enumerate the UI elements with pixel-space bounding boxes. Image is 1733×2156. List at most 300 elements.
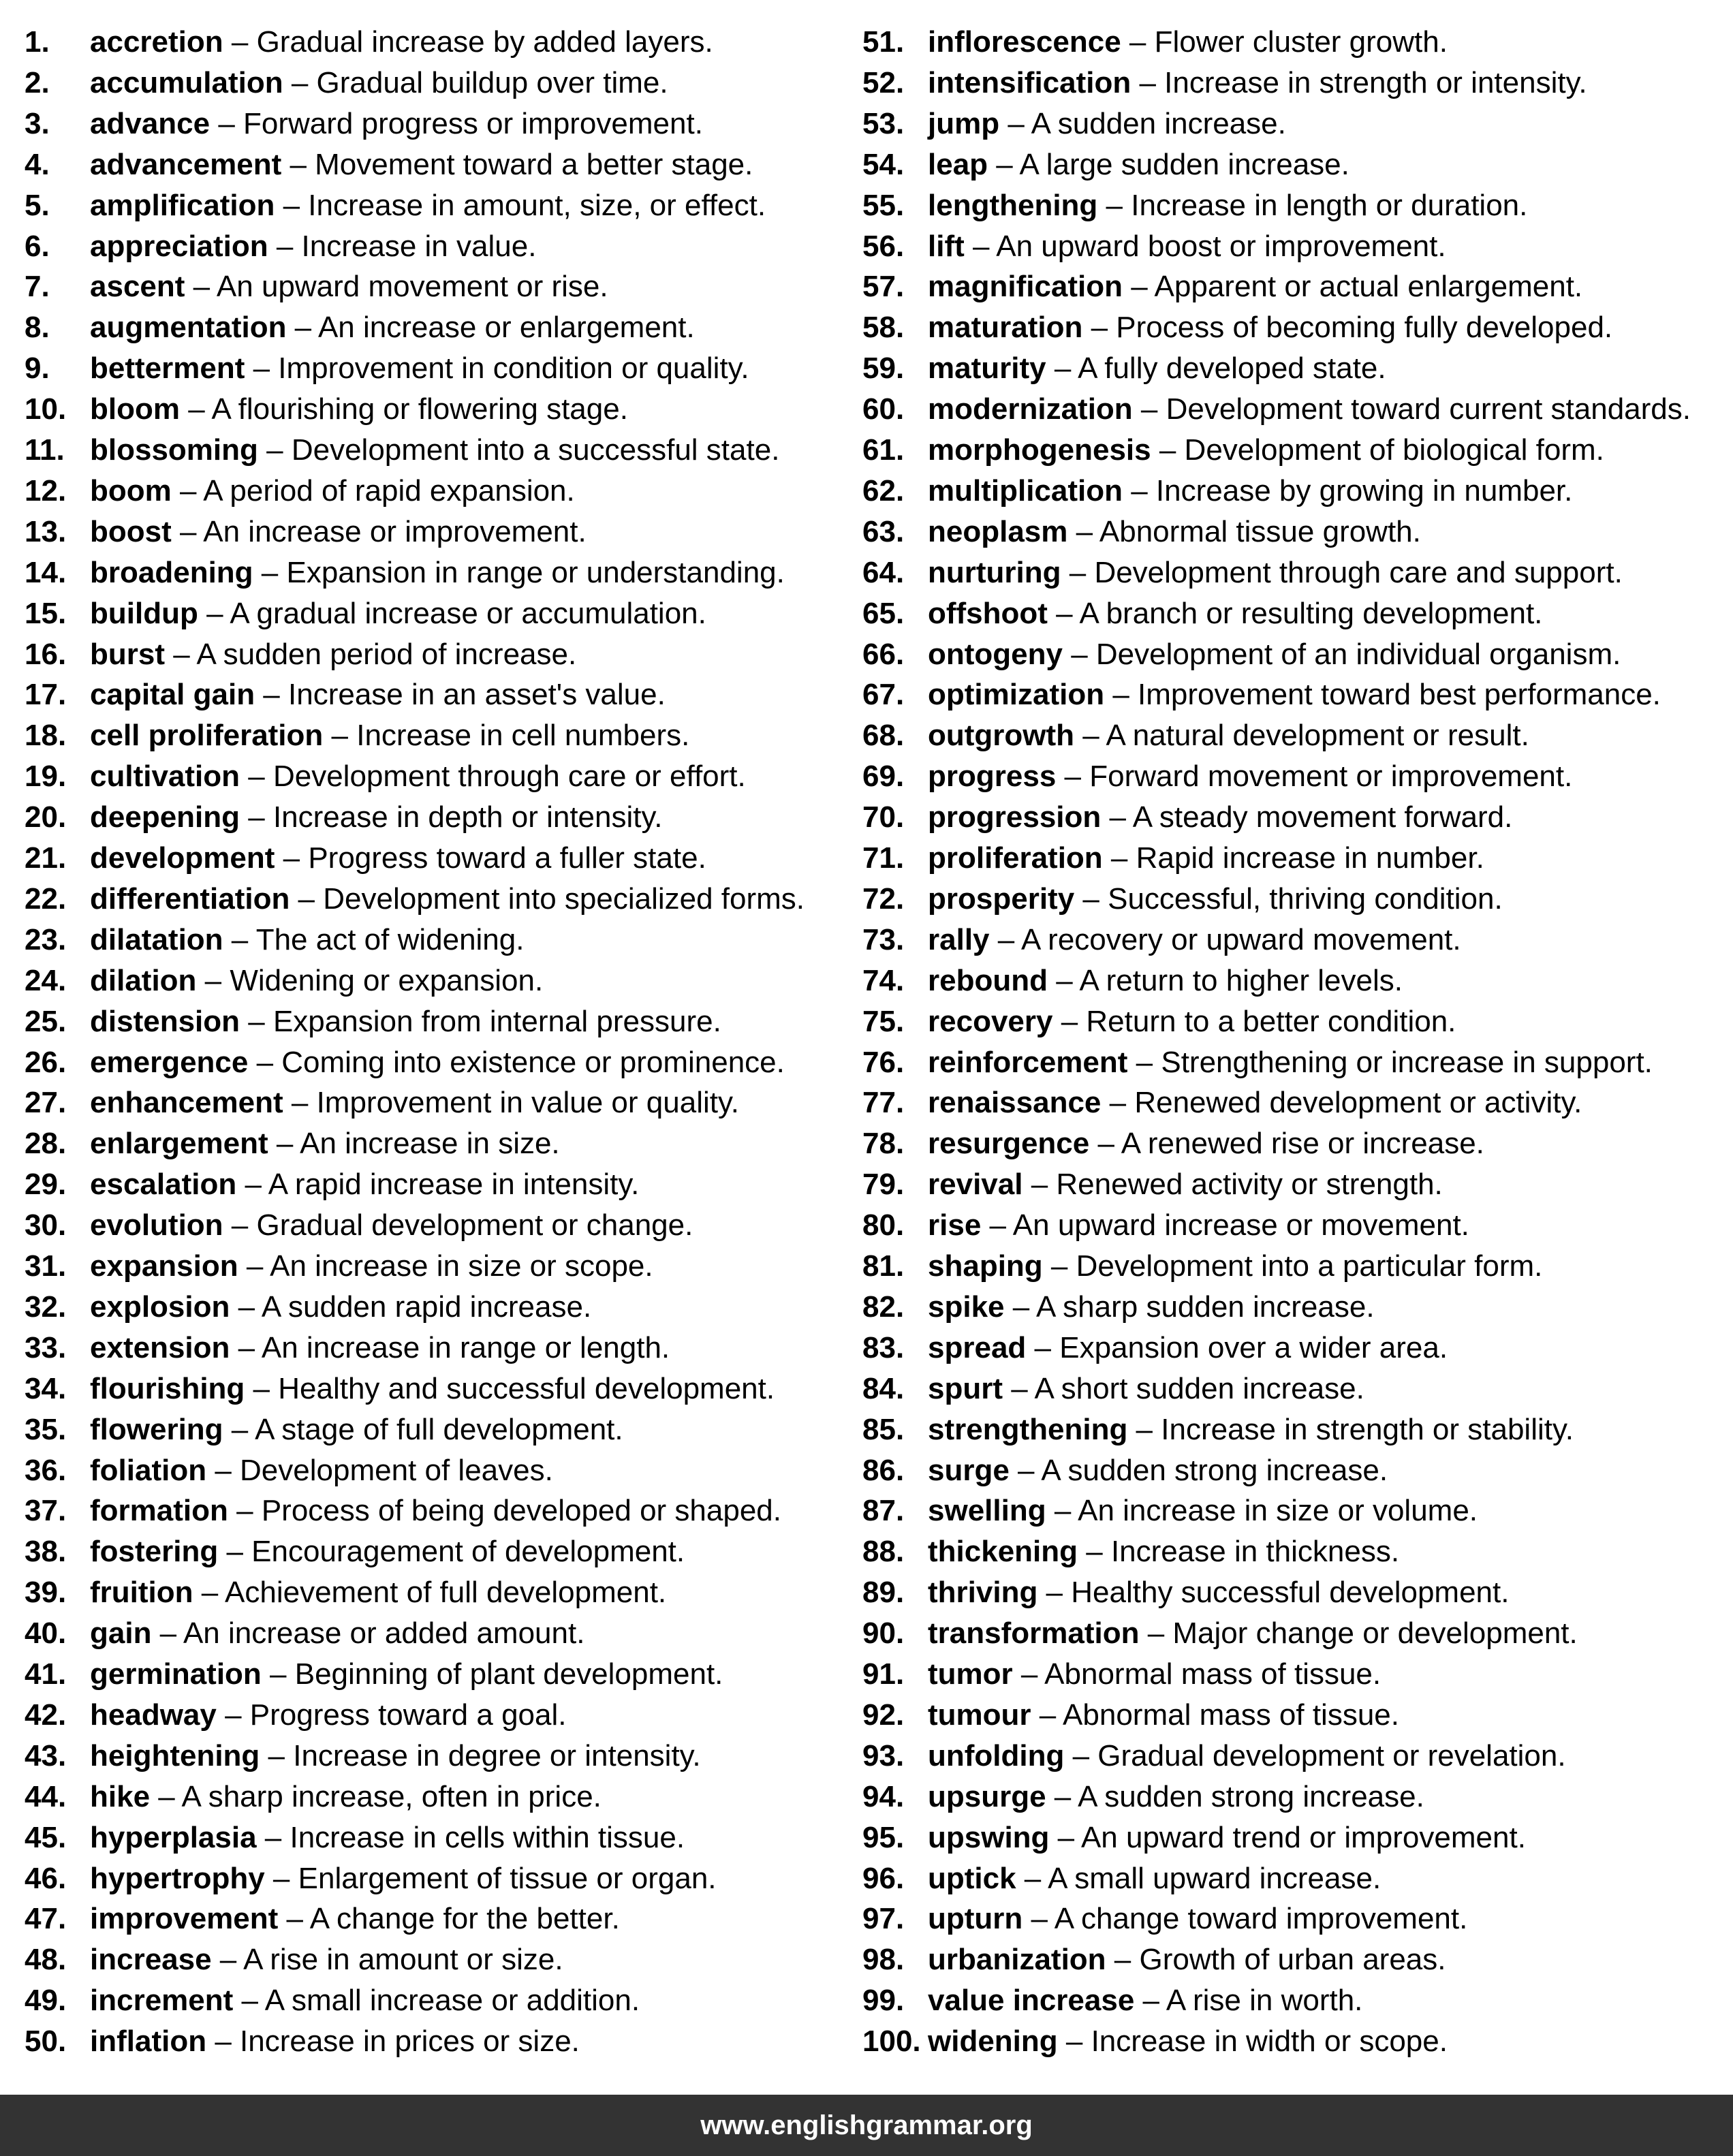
item-separator: – [1139, 1616, 1173, 1651]
item-number: 44. [25, 1779, 67, 1813]
item-number: 72. [862, 881, 905, 916]
item-separator: – [989, 922, 1022, 956]
item-number: 33. [25, 1330, 67, 1364]
item-separator: – [1046, 1779, 1078, 1813]
item-term: jump [928, 106, 1000, 140]
item-term: capital gain [90, 678, 255, 712]
item-separator: – [206, 2025, 240, 2059]
item-separator: – [1047, 963, 1080, 997]
item-separator: – [1022, 1902, 1055, 1936]
item-term: accretion [90, 25, 223, 59]
item-separator: – [1104, 678, 1138, 712]
item-definition: Improvement toward best performance. [1138, 678, 1661, 712]
item-entry [90, 593, 706, 634]
item-term: optimization [928, 678, 1105, 712]
item-number: 55. [862, 188, 905, 222]
item-separator: – [1074, 881, 1108, 916]
item-entry [928, 1246, 1542, 1287]
item-number: 84. [862, 1371, 905, 1405]
item-definition: A change for the better. [309, 1902, 620, 1936]
item-term: lift [928, 229, 965, 263]
item-entry [928, 63, 1587, 104]
item-separator: – [1052, 1004, 1087, 1038]
item-entry [90, 1980, 640, 2021]
item-separator: – [286, 311, 318, 345]
item-entry [928, 1042, 1653, 1083]
item-separator: – [223, 25, 257, 59]
item-separator: – [253, 555, 287, 589]
item-definition: Development toward current standards. [1166, 392, 1691, 426]
item-definition: A renewed rise or increase. [1121, 1127, 1484, 1161]
item-entry [90, 1205, 693, 1246]
item-number: 52. [862, 65, 905, 99]
item-entry [90, 1409, 623, 1450]
item-term: revival [928, 1168, 1023, 1202]
item-separator: – [223, 1412, 255, 1446]
item-term: enlargement [90, 1127, 268, 1161]
item-definition: Development through care and support. [1094, 555, 1623, 589]
item-number: 66. [862, 637, 905, 671]
item-definition: A sudden strong increase. [1078, 1779, 1424, 1813]
item-number: 60. [862, 392, 905, 426]
item-term: headway [90, 1698, 217, 1732]
item-term: cultivation [90, 760, 240, 794]
item-number: 37. [25, 1494, 67, 1528]
item-definition: An upward movement or rise. [216, 270, 608, 304]
item-entry [90, 1572, 666, 1613]
item-definition: Increase in prices or size. [240, 2025, 580, 2059]
item-number: 40. [25, 1616, 67, 1651]
item-separator: – [290, 881, 324, 916]
item-separator: – [185, 270, 217, 304]
item-number: 75. [862, 1004, 905, 1038]
item-definition: An increase in size. [300, 1127, 560, 1161]
item-definition: Increase in thickness. [1110, 1535, 1400, 1569]
item-separator: – [1127, 1412, 1161, 1446]
item-term: recovery [928, 1004, 1053, 1038]
item-definition: Rapid increase in number. [1136, 841, 1484, 875]
item-term: heightening [90, 1738, 260, 1772]
item-term: emergence [90, 1045, 249, 1079]
item-number: 87. [862, 1494, 905, 1528]
item-term: shaping [928, 1249, 1043, 1283]
item-entry [90, 104, 703, 144]
item-entry [928, 1082, 1582, 1123]
item-entry [90, 1082, 739, 1123]
item-term: inflorescence [928, 25, 1121, 59]
item-term: ascent [90, 270, 185, 304]
item-term: hypertrophy [90, 1861, 265, 1895]
item-separator: – [210, 106, 244, 140]
item-number: 30. [25, 1208, 67, 1243]
item-separator: – [1102, 841, 1136, 875]
item-definition: Process of becoming fully developed. [1116, 311, 1613, 345]
item-separator: – [1064, 1738, 1098, 1772]
item-definition: A steady movement forward. [1132, 800, 1513, 834]
item-separator: – [1049, 1820, 1081, 1854]
item-term: swelling [928, 1494, 1046, 1528]
item-entry [928, 1531, 1399, 1572]
item-number: 64. [862, 555, 905, 589]
item-term: uptick [928, 1861, 1016, 1895]
item-number: 78. [862, 1127, 905, 1161]
item-entry [928, 512, 1421, 552]
item-number: 92. [862, 1698, 905, 1732]
item-definition: Forward movement or improvement. [1089, 760, 1573, 794]
item-entry [90, 185, 766, 226]
item-separator: – [238, 1249, 270, 1283]
item-definition: Development of leaves. [240, 1453, 553, 1487]
item-separator: – [1047, 596, 1080, 630]
item-term: boost [90, 514, 172, 548]
item-definition: Gradual buildup over time. [316, 65, 668, 99]
footer-banner [0, 2095, 1733, 2156]
item-term: burst [90, 637, 165, 671]
item-entry [90, 879, 805, 920]
item-separator: – [216, 1698, 250, 1732]
item-number: 19. [25, 760, 67, 794]
item-entry [90, 1001, 721, 1042]
item-number: 38. [25, 1535, 67, 1569]
item-definition: Major change or development. [1172, 1616, 1578, 1651]
item-number: 89. [862, 1576, 905, 1610]
item-number: 76. [862, 1045, 905, 1079]
item-term: outgrowth [928, 719, 1075, 753]
item-entry [90, 266, 608, 307]
item-separator: – [1026, 1330, 1060, 1364]
item-term: buildup [90, 596, 198, 630]
item-term: rally [928, 922, 990, 956]
item-separator: – [1016, 1861, 1048, 1895]
item-separator: – [1046, 1494, 1078, 1528]
item-term: formation [90, 1494, 228, 1528]
item-entry [928, 552, 1623, 593]
item-definition: Increase in cells within tissue. [290, 1820, 685, 1854]
item-entry [928, 226, 1446, 267]
item-term: extension [90, 1330, 230, 1364]
item-entry [928, 307, 1612, 348]
item-definition: A large sudden increase. [1019, 147, 1349, 181]
item-number: 96. [862, 1861, 905, 1895]
item-term: increment [90, 1984, 234, 2018]
item-number: 98. [862, 1943, 905, 1977]
item-separator: – [255, 678, 288, 712]
item-number: 83. [862, 1330, 905, 1364]
item-number: 35. [25, 1412, 67, 1446]
item-separator: – [206, 1453, 240, 1487]
item-number: 4. [25, 147, 50, 181]
item-number: 77. [862, 1086, 905, 1120]
item-entry [928, 1736, 1566, 1777]
item-entry [90, 552, 785, 593]
item-number: 14. [25, 555, 67, 589]
item-number: 21. [25, 841, 67, 875]
item-separator: – [245, 351, 279, 386]
item-number: 20. [25, 800, 67, 834]
item-definition: A rapid increase in intensity. [268, 1168, 640, 1202]
item-number: 25. [25, 1004, 67, 1038]
item-separator: – [198, 596, 230, 630]
item-term: amplification [90, 188, 275, 222]
item-definition: Beginning of plant development. [294, 1657, 723, 1691]
item-separator: – [193, 1576, 225, 1610]
item-definition: Development into specialized forms. [323, 881, 805, 916]
item-entry [90, 634, 576, 675]
item-definition: Increase in degree or intensity. [293, 1738, 701, 1772]
item-entry [90, 1654, 723, 1695]
item-definition: A sharp increase, often in price. [181, 1779, 602, 1813]
item-term: improvement [90, 1902, 279, 1936]
item-definition: A sudden period of increase. [196, 637, 577, 671]
item-entry [928, 1369, 1364, 1409]
item-definition: A short sudden increase. [1034, 1371, 1364, 1405]
item-definition: Renewed development or activity. [1134, 1086, 1582, 1120]
footer-url[interactable]: www.englishgrammar.org [700, 2110, 1033, 2140]
item-definition: Increase in strength or intensity. [1164, 65, 1587, 99]
item-definition: A small increase or addition. [264, 1984, 640, 2018]
item-entry [928, 1817, 1526, 1858]
item-entry [90, 512, 587, 552]
item-separator: – [179, 392, 212, 426]
item-separator: – [211, 1943, 244, 1977]
item-number: 79. [862, 1168, 905, 1202]
item-definition: Flower cluster growth. [1154, 25, 1448, 59]
item-definition: A stage of full development. [255, 1412, 623, 1446]
item-entry [928, 1164, 1443, 1205]
item-definition: Widening or expansion. [230, 963, 544, 997]
item-number: 42. [25, 1698, 67, 1732]
item-number: 8. [25, 311, 50, 345]
item-separator: – [218, 1535, 252, 1569]
item-number: 81. [862, 1249, 905, 1283]
item-number: 51. [862, 25, 905, 59]
item-number: 70. [862, 800, 905, 834]
item-number: 22. [25, 881, 67, 916]
item-definition: Increase in amount, size, or effect. [308, 188, 766, 222]
item-definition: Gradual development or change. [256, 1208, 693, 1243]
item-definition: Healthy and successful development. [278, 1371, 775, 1405]
item-number: 12. [25, 473, 67, 507]
item-definition: A sharp sudden increase. [1036, 1290, 1375, 1324]
item-definition: Enlargement of tissue or organ. [298, 1861, 717, 1895]
item-definition: A period of rapid expansion. [203, 473, 575, 507]
item-number: 32. [25, 1290, 67, 1324]
item-entry [90, 348, 749, 389]
item-definition: Strengthening or increase in support. [1161, 1045, 1653, 1079]
item-definition: A recovery or upward movement. [1021, 922, 1461, 956]
item-entry [90, 63, 668, 104]
item-entry [928, 920, 1461, 960]
item-separator: – [1089, 1127, 1121, 1161]
item-entry [928, 1858, 1381, 1899]
item-definition: Process of being developed or shaped. [261, 1494, 782, 1528]
item-term: flowering [90, 1412, 223, 1446]
item-separator: – [1123, 473, 1156, 507]
item-definition: Encouragement of development. [251, 1535, 685, 1569]
item-separator: – [257, 433, 292, 467]
item-definition: A sudden rapid increase. [261, 1290, 592, 1324]
item-separator: – [248, 1045, 282, 1079]
item-separator: – [1121, 25, 1155, 59]
item-entry [928, 2021, 1448, 2062]
item-term: neoplasm [928, 514, 1068, 548]
item-definition: Growth of urban areas. [1139, 1943, 1446, 1977]
item-entry [90, 797, 662, 838]
item-definition: Development through care or effort. [272, 760, 746, 794]
item-entry [928, 1001, 1456, 1042]
item-term: dilation [90, 963, 197, 997]
item-separator: – [1123, 270, 1155, 304]
item-entry [90, 1858, 717, 1899]
item-definition: Increase in value. [301, 229, 537, 263]
item-definition: A small upward increase. [1048, 1861, 1381, 1895]
item-entry [928, 1654, 1381, 1695]
item-definition: A sudden increase. [1031, 106, 1286, 140]
item-definition: Forward progress or improvement. [243, 106, 703, 140]
item-entry [928, 1123, 1484, 1164]
item-number: 95. [862, 1820, 905, 1854]
item-number: 3. [25, 106, 50, 140]
item-definition: An increase or enlargement. [317, 311, 695, 345]
item-definition: Achievement of full development. [225, 1576, 667, 1610]
item-separator: – [1061, 555, 1095, 589]
item-entry [928, 1409, 1574, 1450]
item-definition: Increase in length or duration. [1131, 188, 1528, 222]
item-number: 56. [862, 229, 905, 263]
item-entry [928, 185, 1527, 226]
item-number: 28. [25, 1127, 67, 1161]
item-number: 65. [862, 596, 905, 630]
item-entry [90, 430, 779, 471]
item-definition: Increase in depth or intensity. [272, 800, 663, 834]
item-separator: – [233, 1984, 265, 2018]
item-number: 67. [862, 678, 905, 712]
item-entry [90, 2021, 580, 2062]
item-number: 57. [862, 270, 905, 304]
item-entry [90, 1490, 781, 1531]
item-term: transformation [928, 1616, 1140, 1651]
item-term: renaissance [928, 1086, 1102, 1120]
item-separator: – [1101, 800, 1133, 834]
item-definition: Improvement in condition or quality. [278, 351, 749, 386]
item-separator: – [1046, 351, 1078, 386]
item-term: maturation [928, 311, 1083, 345]
item-separator: – [1056, 760, 1090, 794]
item-number: 15. [25, 596, 67, 630]
item-entry [90, 1777, 602, 1817]
item-number: 82. [862, 1290, 905, 1324]
item-term: boom [90, 473, 172, 507]
item-definition: Successful, thriving condition. [1108, 881, 1503, 916]
item-number: 45. [25, 1820, 67, 1854]
item-number: 88. [862, 1535, 905, 1569]
item-term: betterment [90, 351, 245, 386]
item-term: upsurge [928, 1779, 1046, 1813]
item-definition: An increase in size or scope. [270, 1249, 653, 1283]
item-separator: – [196, 963, 230, 997]
item-definition: A change toward improvement. [1054, 1902, 1468, 1936]
item-term: development [90, 841, 275, 875]
item-separator: – [283, 65, 317, 99]
item-entry [928, 715, 1529, 756]
item-term: escalation [90, 1168, 237, 1202]
item-entry [928, 104, 1286, 144]
item-entry [928, 1777, 1424, 1817]
item-number: 94. [862, 1779, 905, 1813]
item-term: fostering [90, 1535, 219, 1569]
item-separator: – [1082, 311, 1117, 345]
item-term: offshoot [928, 596, 1048, 630]
item-term: blossoming [90, 433, 258, 467]
item-separator: – [268, 229, 302, 263]
item-term: modernization [928, 392, 1133, 426]
item-entry [90, 1123, 560, 1164]
item-number: 69. [862, 760, 905, 794]
item-term: tumor [928, 1657, 1013, 1691]
item-term: cell proliferation [90, 719, 324, 753]
item-entry [928, 22, 1448, 63]
item-separator: – [964, 229, 997, 263]
item-number: 46. [25, 1861, 67, 1895]
item-number: 7. [25, 270, 50, 304]
item-definition: Return to a better condition. [1086, 1004, 1456, 1038]
item-term: value increase [928, 1984, 1135, 2018]
item-entry [90, 1287, 591, 1328]
item-entry [90, 1695, 566, 1736]
item-separator: – [1037, 1576, 1072, 1610]
item-entry [90, 960, 543, 1001]
item-number: 23. [25, 922, 67, 956]
item-entry [90, 307, 695, 348]
item-entry [928, 389, 1691, 430]
item-definition: Progress toward a fuller state. [308, 841, 706, 875]
item-number: 59. [862, 351, 905, 386]
item-term: bloom [90, 392, 180, 426]
item-definition: The act of widening. [255, 922, 525, 956]
item-term: spread [928, 1330, 1027, 1364]
item-definition: Renewed activity or strength. [1056, 1168, 1443, 1202]
item-definition: A natural development or result. [1106, 719, 1529, 753]
item-term: hyperplasia [90, 1820, 257, 1854]
item-number: 5. [25, 188, 50, 222]
item-number: 50. [25, 2025, 67, 2059]
item-separator: – [275, 841, 309, 875]
item-term: expansion [90, 1249, 238, 1283]
item-number: 85. [862, 1412, 905, 1446]
item-number: 68. [862, 719, 905, 753]
item-number: 34. [25, 1371, 67, 1405]
item-term: foliation [90, 1453, 207, 1487]
item-separator: – [1031, 1698, 1063, 1732]
item-definition: Gradual development or revelation. [1097, 1738, 1566, 1772]
item-entry [90, 389, 628, 430]
item-number: 100. [862, 2025, 921, 2059]
item-separator: – [230, 1330, 262, 1364]
item-term: fruition [90, 1576, 193, 1610]
item-term: widening [928, 2025, 1058, 2059]
item-entry [928, 471, 1572, 512]
item-entry [928, 879, 1503, 920]
item-entry [90, 1939, 563, 1980]
item-separator: – [1131, 65, 1165, 99]
item-definition: A flourishing or flowering stage. [211, 392, 628, 426]
item-number: 9. [25, 351, 50, 386]
item-entry [928, 1205, 1469, 1246]
item-definition: Abnormal tissue growth. [1099, 514, 1421, 548]
item-entry [928, 266, 1582, 307]
item-term: hike [90, 1779, 151, 1813]
item-separator: – [1106, 1943, 1140, 1977]
